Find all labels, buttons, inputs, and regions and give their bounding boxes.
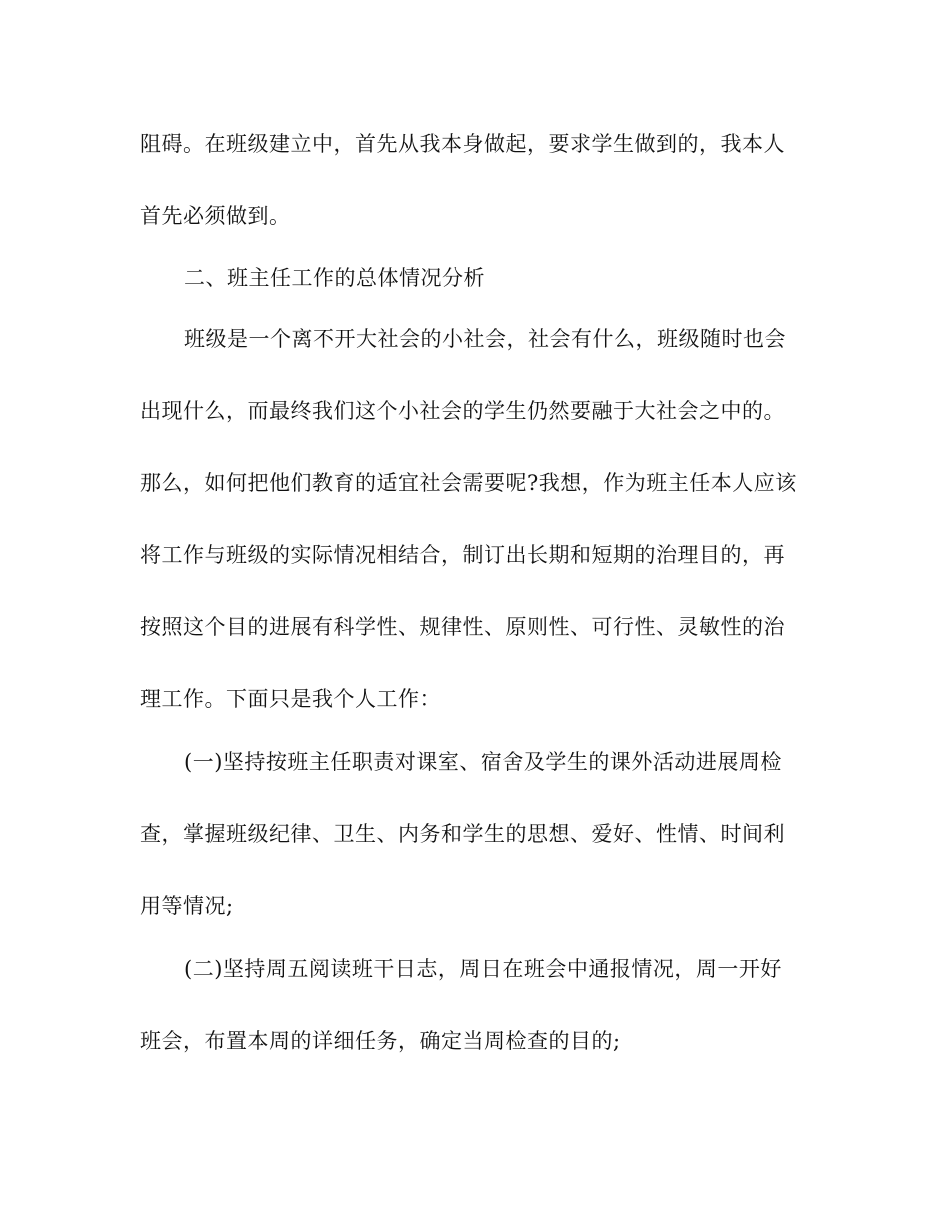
list-item-2-line: (二)坚持周五阅读班干日志，周日在班会中通报情况，周一开好 — [184, 957, 782, 981]
text-line: 班会，布置本周的详细任务，确定当周检查的目的; — [140, 1029, 621, 1053]
text-line: 阻碍。在班级建立中，首先从我本身做起，要求学生做到的，我本人 — [140, 132, 785, 156]
list-item-1-line: (一)坚持按班主任职责对课室、宿舍及学生的课外活动进展周检 — [184, 750, 782, 774]
text-line: 理工作。下面只是我个人工作： — [140, 687, 441, 711]
text-line: 按照这个目的进展有科学性、规律性、原则性、可行性、灵敏性的治 — [140, 615, 785, 639]
text-line: 班级是一个离不开大社会的小社会，社会有什么，班级随时也会 — [184, 327, 786, 351]
text-line: 出现什么，而最终我们这个小社会的学生仍然要融于大社会之中的。 — [140, 399, 785, 423]
text-line: 将工作与班级的实际情况相结合，制订出长期和短期的治理目的，再 — [140, 543, 785, 567]
text-line: 首先必须做到。 — [140, 204, 291, 228]
text-line: 那么，如何把他们教育的适宜社会需要呢?我想，作为班主任本人应该 — [140, 471, 797, 495]
text-line: 查，掌握班级纪律、卫生、内务和学生的思想、爱好、性情、时间利 — [140, 822, 785, 846]
text-line: 用等情况; — [140, 894, 234, 918]
section-heading: 二、班主任工作的总体情况分析 — [184, 266, 485, 290]
